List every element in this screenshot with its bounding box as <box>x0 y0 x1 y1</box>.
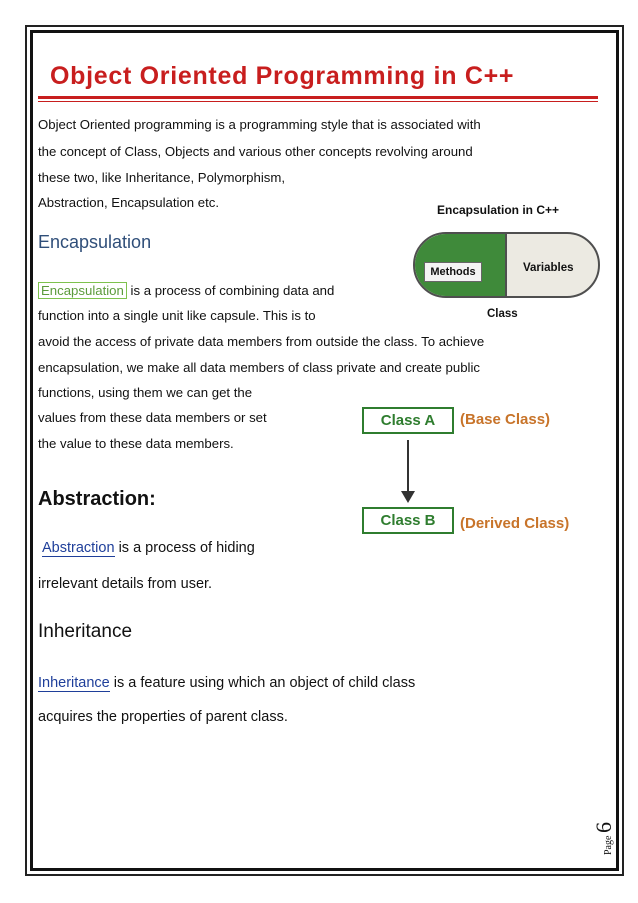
abstraction-link[interactable]: Abstraction <box>42 540 115 556</box>
encapsulation-line: encapsulation, we make all data members of class private and create public <box>38 360 481 375</box>
inheritance-arrow-line <box>407 440 409 492</box>
class-a-box: Class A <box>362 407 454 434</box>
encapsulation-line: avoid the access of private data members from outside the class. To achieve <box>38 334 485 349</box>
intro-line: the concept of Class, Objects and various other concepts revolving around <box>38 144 473 159</box>
intro-line: Abstraction, Encapsulation etc. <box>38 195 220 210</box>
encapsulation-line: the value to these data members. <box>38 436 234 451</box>
inheritance-line: acquires the properties of parent class. <box>38 709 288 725</box>
page-number <box>585 808 625 858</box>
inheritance-heading: Inheritance <box>38 621 133 642</box>
inheritance-link[interactable]: Inheritance <box>38 675 110 691</box>
encapsulation-line-text: is a process of combining data and <box>130 283 335 298</box>
title-rule-thin <box>38 101 598 102</box>
encapsulation-line <box>38 284 334 297</box>
inheritance-line-text: is a feature using which an object of child class <box>113 675 416 691</box>
page-number-value: 6 <box>591 822 616 833</box>
page-title: Object Oriented Programming in C++ <box>50 62 515 90</box>
inheritance-line <box>38 676 415 691</box>
capsule-figure-title: Encapsulation in C++ <box>437 203 560 217</box>
intro-line: these two, like Inheritance, Polymorphism, <box>38 170 286 185</box>
class-b-desc: (Derived Class) <box>460 515 570 532</box>
encapsulation-line: function into a single unit like capsule. This is to <box>38 308 316 323</box>
class-a-desc: (Base Class) <box>460 411 551 428</box>
encapsulation-link[interactable]: Encapsulation <box>38 282 127 299</box>
class-b-box: Class B <box>362 507 454 534</box>
capsule-class-label: Class <box>487 308 518 320</box>
encapsulation-line: values from these data members or set <box>38 410 267 425</box>
abstraction-line: irrelevant details from user. <box>38 576 213 592</box>
capsule-variables-label: Variables <box>523 262 574 274</box>
abstraction-line-text: is a process of hiding <box>118 540 255 556</box>
capsule-methods-label: Methods <box>424 262 482 282</box>
encapsulation-line: functions, using them we can get the <box>38 385 253 400</box>
intro-line: Object Oriented programming is a programming style that is associated with <box>38 117 481 132</box>
abstraction-heading: Abstraction: <box>38 488 156 510</box>
abstraction-line <box>42 541 255 556</box>
title-rule <box>38 96 598 99</box>
encapsulation-heading: Encapsulation <box>38 232 152 252</box>
inheritance-arrow-head <box>401 491 415 503</box>
page-label: Page <box>603 835 614 855</box>
